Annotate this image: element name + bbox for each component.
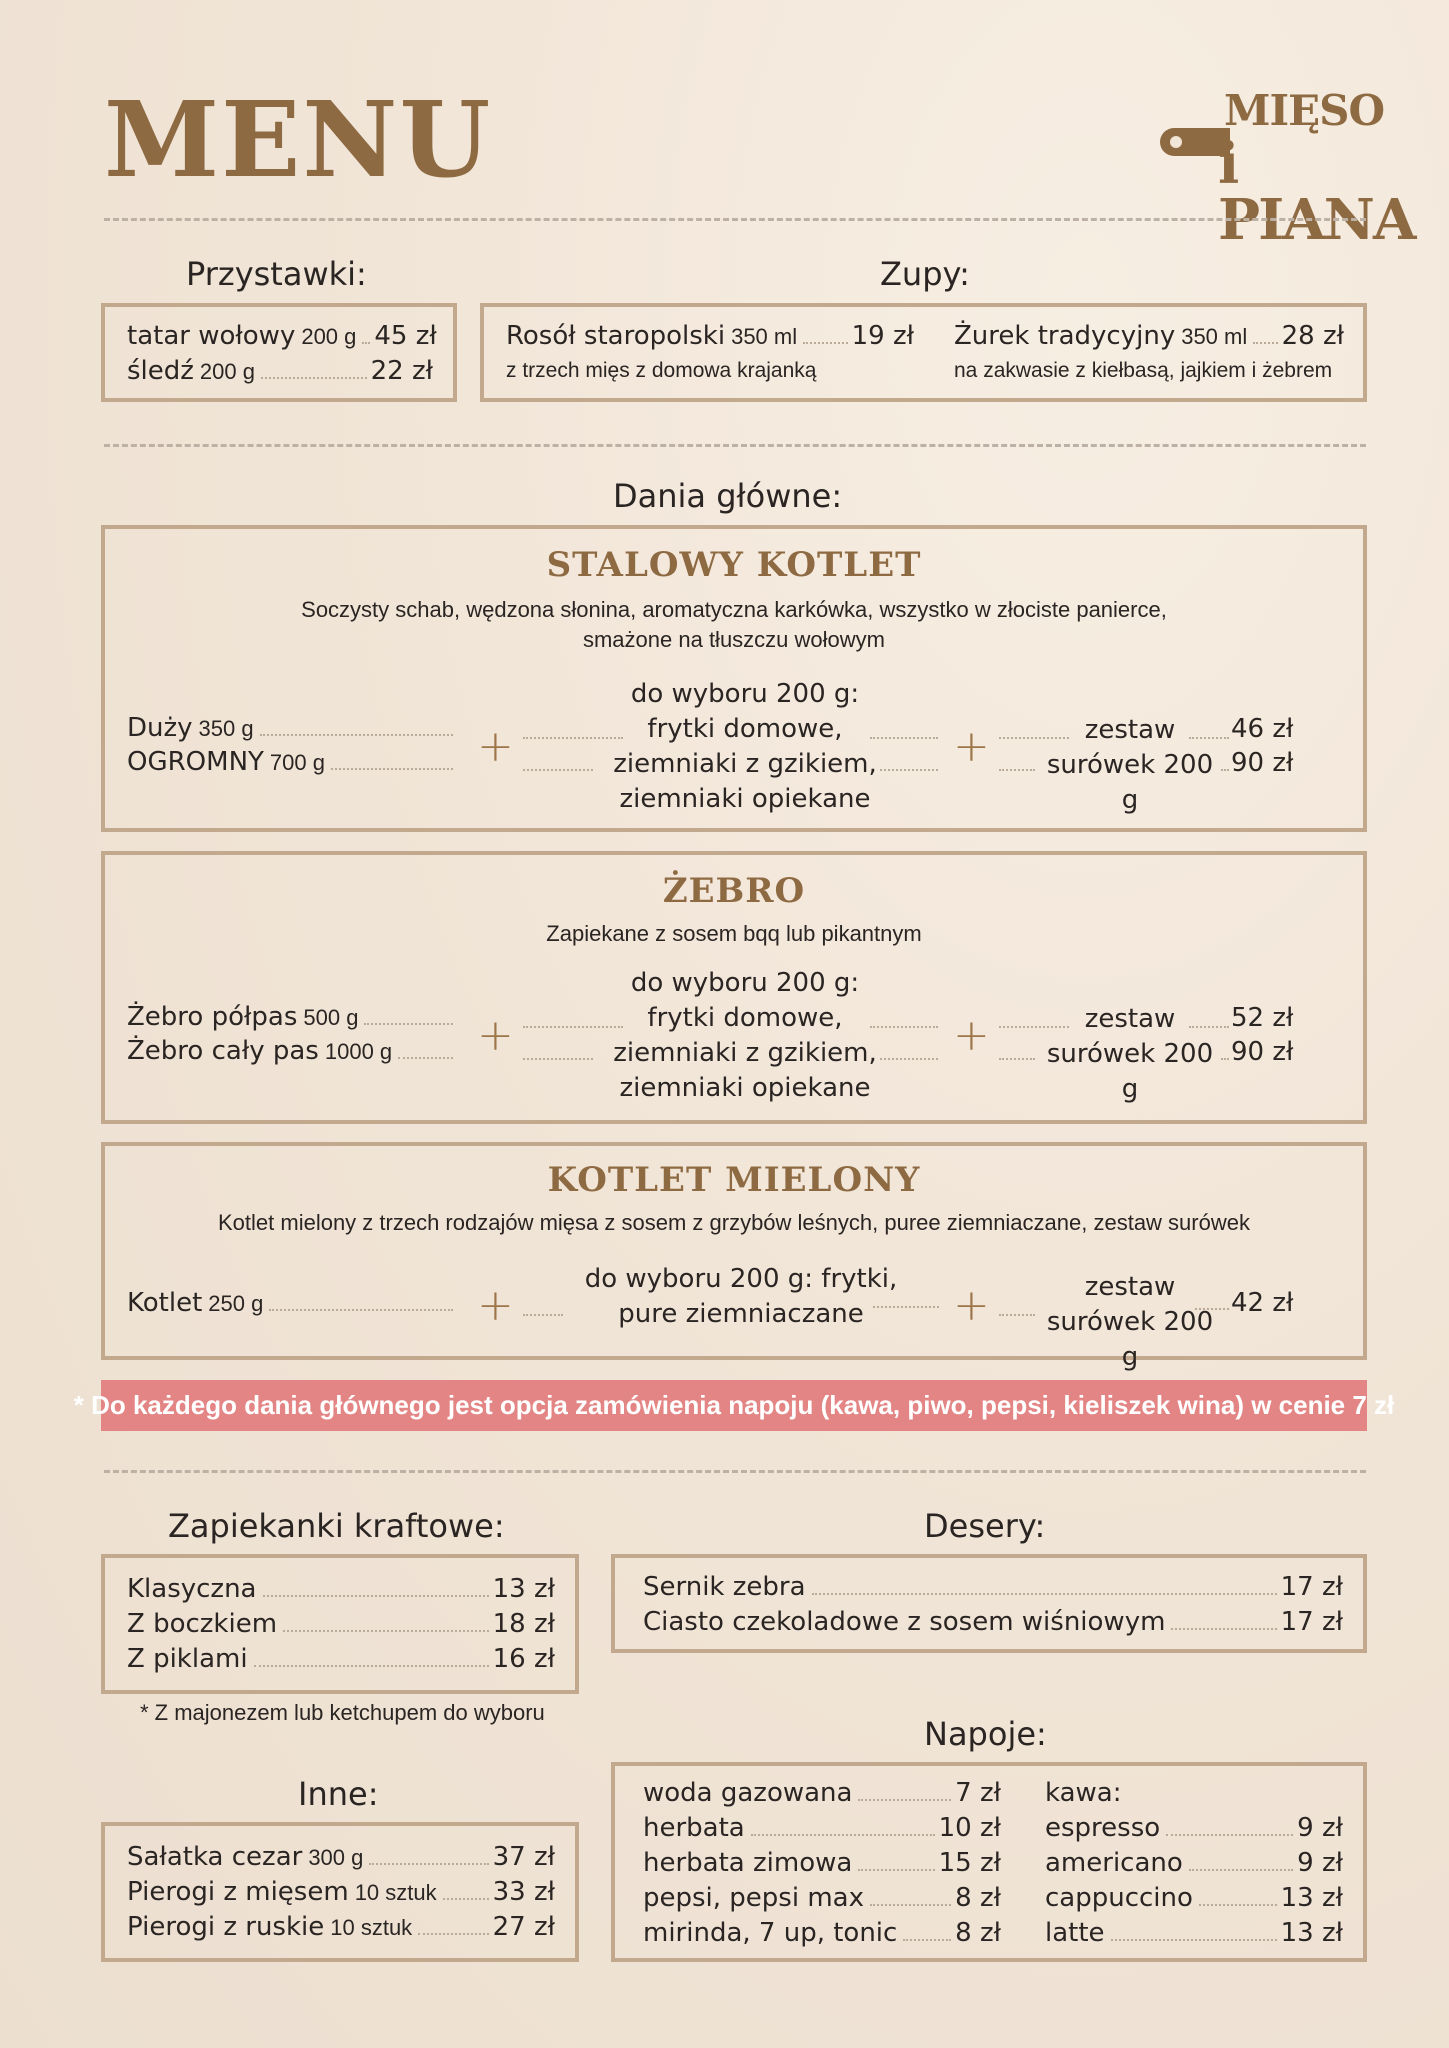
zapiekanki-note: * Z majonezem lub ketchupem do wyboru	[140, 1700, 545, 1725]
menu-item: mirinda, 7 up, tonic 8 zł	[643, 1918, 1001, 1948]
salad-set: zestaw surówek 200 g	[1046, 1004, 1214, 1105]
section-title-zapiekanki: Zapiekanki kraftowe:	[168, 1507, 505, 1545]
inne-box	[101, 1822, 579, 1962]
plus-icon: +	[953, 1010, 990, 1061]
menu-item: cappuccino 13 zł	[1045, 1883, 1343, 1913]
section-title-inne: Inne:	[298, 1775, 379, 1813]
menu-item: Rosół staropolski 350 ml 19 zł	[506, 321, 914, 351]
dish-price: 42 zł	[1231, 1288, 1294, 1318]
section-title-przystawki: Przystawki:	[186, 255, 367, 293]
section-title-napoje: Napoje:	[924, 1715, 1047, 1753]
dish-description: Zapiekane z sosem bqq lub pikantnym	[546, 921, 922, 946]
menu-item: Żurek tradycyjny 350 ml 28 zł	[954, 321, 1344, 351]
menu-item: americano 9 zł	[1045, 1848, 1343, 1878]
menu-item: Pierogi z mięsem 10 sztuk 33 zł	[127, 1877, 555, 1907]
dish-prices: 52 zł 90 zł	[1231, 1003, 1294, 1067]
drink-offer-banner: * Do każdego dania głównego jest opcja zamówienia napoju (kawa, piwo, pepsi, kieliszek wina) w cenie 7 zł	[101, 1380, 1367, 1431]
przystawki-box	[101, 303, 457, 402]
item-description: na zakwasie z kiełbasą, jajkiem i żebrem	[954, 359, 1333, 382]
plus-icon: +	[477, 721, 514, 772]
plus-icon: +	[953, 721, 990, 772]
dish-name: STALOWY KOTLET	[546, 545, 922, 585]
menu-item: herbata 10 zł	[643, 1813, 1001, 1843]
menu-item: Klasyczna 13 zł	[127, 1574, 555, 1604]
section-title-zupy: Zupy:	[880, 255, 970, 293]
item-description: z trzech mięs z domowa krajanką	[506, 359, 817, 382]
size-item: Duży 350 g	[127, 713, 457, 744]
logo-line-2: i PIANA	[1218, 131, 1415, 253]
dish-box-mielony	[101, 1142, 1367, 1373]
plus-icon: +	[477, 1280, 514, 1331]
dish-name: ŻEBRO	[662, 871, 806, 911]
dish-box-kotlet	[101, 525, 1367, 832]
salad-set: zestaw surówek 200 g	[1046, 1272, 1214, 1373]
side-choice: do wyboru 200 g: frytki domowe, ziemniaki z gzikiem, ziemniaki opiekane	[613, 679, 877, 815]
menu-item: śledź 200 g 22 zł	[127, 356, 433, 386]
menu-item: Sałatka cezar 300 g 37 zł	[127, 1842, 555, 1872]
section-title-desery: Desery:	[924, 1507, 1046, 1545]
side-choice: do wyboru 200 g: frytki domowe, ziemniaki z gzikiem, ziemniaki opiekane	[613, 968, 877, 1104]
menu-item: herbata zimowa 15 zł	[643, 1848, 1001, 1878]
size-item: OGROMNY 700 g	[127, 747, 457, 778]
napoje-box	[611, 1762, 1367, 1962]
menu-item: Pierogi z ruskie 10 sztuk 27 zł	[127, 1912, 555, 1942]
menu-item: woda gazowana 7 zł	[643, 1778, 1001, 1808]
size-item: Kotlet 250 g	[127, 1288, 457, 1319]
salad-set: zestaw surówek 200 g	[1046, 715, 1214, 816]
menu-item: tatar wołowy 200 g 45 zł	[127, 321, 437, 351]
desery-box	[611, 1554, 1367, 1653]
divider	[104, 444, 1366, 447]
zupy-box	[480, 303, 1367, 402]
menu-item: espresso 9 zł	[1045, 1813, 1343, 1843]
plus-icon: +	[477, 1010, 514, 1061]
menu-item: Z piklami 16 zł	[127, 1644, 555, 1674]
dish-description: smażone na tłuszczu wołowym	[582, 627, 885, 652]
dish-name: KOTLET MIELONY	[547, 1160, 921, 1200]
divider	[104, 218, 1366, 221]
dish-description: Soczysty schab, wędzona słonina, aromatyczna karkówka, wszystko w złociste panierce,	[301, 597, 1167, 622]
menu-item: Z boczkiem 18 zł	[127, 1609, 555, 1639]
menu-item: pepsi, pepsi max 8 zł	[643, 1883, 1001, 1913]
logo-line-1: MIĘSO	[1224, 86, 1385, 135]
menu-item: latte 13 zł	[1045, 1918, 1343, 1948]
side-choice: do wyboru 200 g: frytki, pure ziemniaczane	[584, 1264, 898, 1330]
section-title-dania: Dania główne:	[613, 477, 843, 515]
dish-prices: 46 zł 90 zł	[1231, 714, 1294, 778]
divider	[104, 1470, 1366, 1473]
restaurant-logo	[1160, 86, 1415, 253]
page-title: MENU	[104, 78, 493, 201]
dish-description: Kotlet mielony z trzech rodzajów mięsa z sosem z grzybów leśnych, puree ziemniaczane, zestaw surówek	[218, 1210, 1250, 1235]
plus-icon: +	[953, 1280, 990, 1331]
size-item: Żebro cały pas 1000 g	[127, 1036, 457, 1067]
menu-item: Sernik zebra 17 zł	[643, 1572, 1343, 1602]
coffee-label: kawa:	[1045, 1778, 1122, 1808]
size-item: Żebro półpas 500 g	[127, 1002, 457, 1033]
dish-box-zebro	[101, 851, 1367, 1124]
menu-item: Ciasto czekoladowe z sosem wiśniowym 17 zł	[643, 1607, 1343, 1637]
zapiekanki-box	[101, 1554, 579, 1694]
